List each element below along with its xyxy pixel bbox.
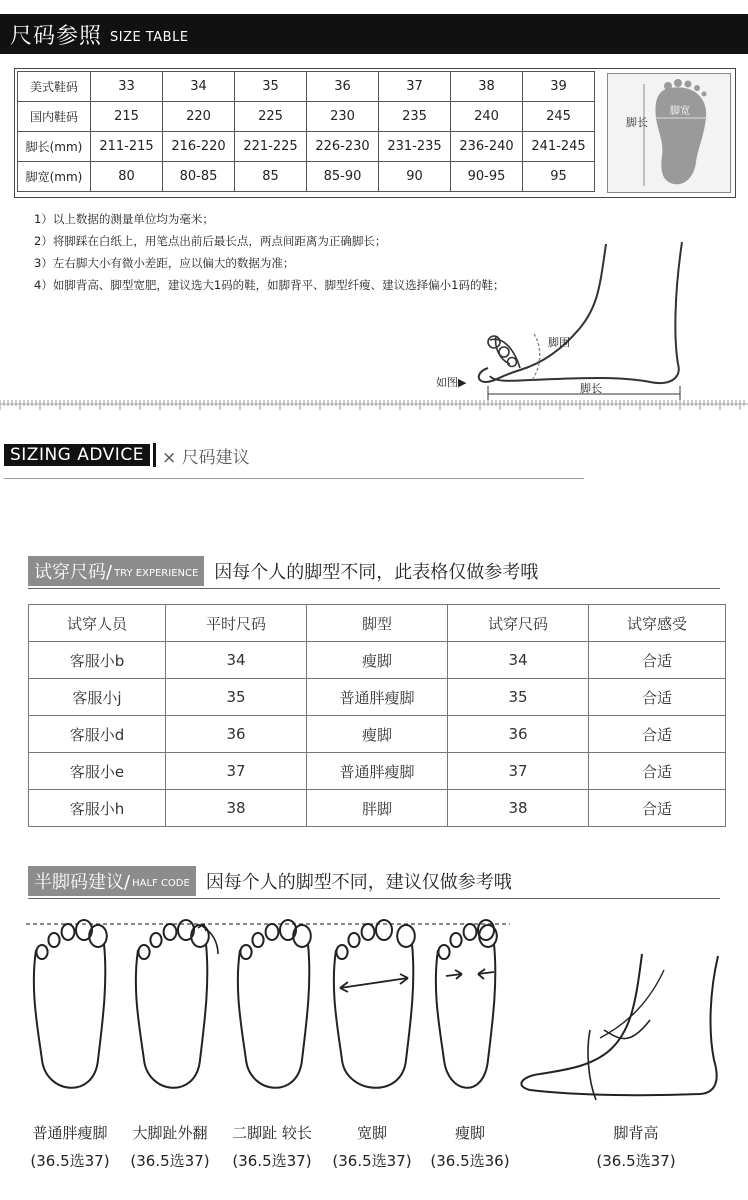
foot-sole-icon	[656, 87, 707, 184]
note-line: 2）将脚踩在白纸上，用笔点出前后最长点，两点间距离为正确脚长；	[34, 234, 387, 248]
sizing-advice-title-zh: × 尺码建议	[161, 447, 250, 468]
try-section-heading	[28, 556, 538, 586]
foot-length-label: 脚长	[626, 116, 648, 129]
size-row-label: 脚宽(mm)	[18, 162, 91, 192]
try-table-cell: 胖脚	[307, 790, 448, 827]
table-row	[29, 790, 726, 827]
size-cell: 95	[523, 162, 595, 192]
try-table-cell: 合适	[589, 716, 726, 753]
size-cell: 231-235	[379, 132, 451, 162]
size-cell: 85-90	[307, 162, 379, 192]
header-title-en: SIZE TABLE	[110, 29, 189, 45]
size-cell: 230	[307, 102, 379, 132]
size-cell: 215	[91, 102, 163, 132]
section-divider	[4, 478, 584, 479]
header-title-zh: 尺码参照	[10, 23, 103, 49]
size-cell: 38	[451, 72, 523, 102]
try-table-cell: 34	[448, 642, 589, 679]
size-table-panel	[14, 68, 736, 198]
size-table-row	[18, 132, 595, 162]
size-cell: 240	[451, 102, 523, 132]
foot-side-diagram	[430, 236, 710, 406]
half-tag-zh: 半脚码建议/	[34, 872, 131, 893]
half-section-heading	[28, 866, 512, 896]
try-tag-zh: 试穿尺码/	[34, 562, 113, 583]
size-cell: 80-85	[163, 162, 235, 192]
foot-width-label: 脚宽	[670, 106, 690, 117]
foot-type-label: 二脚趾 较长	[232, 1124, 312, 1142]
foot-type-label: 大脚趾外翻	[132, 1124, 208, 1142]
size-cell: 90-95	[451, 162, 523, 192]
size-table-row	[18, 102, 595, 132]
size-row-label: 国内鞋码	[18, 102, 91, 132]
section-underline	[28, 588, 720, 589]
foot-shapes-illustration	[0, 910, 748, 1110]
size-cell: 241-245	[523, 132, 595, 162]
table-row	[29, 753, 726, 790]
try-table	[28, 604, 726, 827]
size-cell: 33	[91, 72, 163, 102]
try-table-cell: 合适	[589, 753, 726, 790]
foot-outline-icon	[334, 920, 415, 1088]
size-cell: 85	[235, 162, 307, 192]
foot-type-label: 宽脚	[356, 1124, 387, 1142]
try-description: 因每个人的脚型不同，此表格仅做参考哦	[214, 562, 539, 583]
size-row-label: 美式鞋码	[18, 72, 91, 102]
half-tag-en: HALF CODE	[132, 877, 190, 889]
foot-outline-icon	[436, 920, 497, 1088]
foot-type-label: 瘦脚	[454, 1124, 485, 1142]
try-table-header: 平时尺码	[166, 605, 307, 642]
try-table-cell: 普通胖瘦脚	[307, 753, 448, 790]
foot-size-advice: (36.5选37)	[232, 1152, 312, 1170]
sizing-advice-title-en: SIZING ADVICE	[4, 444, 150, 466]
size-cell: 235	[379, 102, 451, 132]
size-cell: 226-230	[307, 132, 379, 162]
try-table-cell: 34	[166, 642, 307, 679]
try-table-cell: 35	[448, 679, 589, 716]
table-row	[29, 716, 726, 753]
size-table-header	[0, 14, 748, 54]
try-table-cell: 普通胖瘦脚	[307, 679, 448, 716]
foot-measure-illustration	[607, 73, 731, 193]
foot-size-advice: (36.5选37)	[130, 1152, 210, 1170]
foot-size-advice: (36.5选37)	[596, 1152, 676, 1170]
size-table-row	[18, 72, 595, 102]
try-table-cell: 38	[166, 790, 307, 827]
try-table-cell: 36	[448, 716, 589, 753]
heading-separator	[153, 443, 156, 467]
sizing-advice-heading	[4, 442, 250, 468]
try-table-cell: 合适	[589, 790, 726, 827]
try-table-cell: 37	[448, 753, 589, 790]
try-table-cell: 37	[166, 753, 307, 790]
try-table-header: 试穿感受	[589, 605, 726, 642]
foot-outline-icon	[238, 920, 311, 1088]
foot-outline-icon	[34, 920, 107, 1088]
try-tag-en: TRY EXPERIENCE	[114, 567, 199, 579]
try-tag	[28, 556, 204, 586]
foot-outline-icon	[136, 920, 209, 1088]
foot-size-advice: (36.5选36)	[430, 1152, 510, 1170]
ruler-divider	[0, 398, 748, 412]
size-cell: 216-220	[163, 132, 235, 162]
try-table-header: 试穿尺码	[448, 605, 589, 642]
note-line: 4）如脚背高、脚型宽肥，建议选大1码的鞋，如脚背平、脚型纤瘦、建议选择偏小1码的鞋；	[34, 278, 505, 292]
try-table-header: 试穿人员	[29, 605, 166, 642]
size-cell: 236-240	[451, 132, 523, 162]
size-cell: 221-225	[235, 132, 307, 162]
size-cell: 80	[91, 162, 163, 192]
try-table-cell: 客服小b	[29, 642, 166, 679]
size-cell: 34	[163, 72, 235, 102]
size-cell: 220	[163, 102, 235, 132]
try-table-header: 脚型	[307, 605, 448, 642]
size-cell: 225	[235, 102, 307, 132]
size-cell: 37	[379, 72, 451, 102]
table-row	[29, 679, 726, 716]
try-table-cell: 瘦脚	[307, 716, 448, 753]
table-row	[29, 642, 726, 679]
size-cell: 36	[307, 72, 379, 102]
try-table-cell: 合适	[589, 679, 726, 716]
try-table-cell: 38	[448, 790, 589, 827]
try-table-cell: 35	[166, 679, 307, 716]
girth-label: 脚围	[548, 336, 570, 349]
try-table-cell: 客服小d	[29, 716, 166, 753]
try-table-cell: 客服小j	[29, 679, 166, 716]
try-table-cell: 36	[166, 716, 307, 753]
foot-size-advice: (36.5选37)	[30, 1152, 110, 1170]
size-cell: 211-215	[91, 132, 163, 162]
size-cell: 35	[235, 72, 307, 102]
size-row-label: 脚长(mm)	[18, 132, 91, 162]
size-cell: 90	[379, 162, 451, 192]
section-underline	[28, 898, 720, 899]
foot-type-label: 脚背高	[613, 1124, 659, 1142]
high-instep-foot-icon	[521, 954, 718, 1100]
length-label: 脚长	[580, 382, 602, 395]
foot-type-label: 普通胖瘦脚	[32, 1124, 108, 1142]
try-table-cell: 客服小h	[29, 790, 166, 827]
note-line: 1）以上数据的测量单位均为毫米；	[34, 212, 214, 226]
note-line: 3）左右脚大小有微小差距，应以偏大的数据为准；	[34, 256, 295, 270]
size-cell: 245	[523, 102, 595, 132]
try-table-header-row	[29, 605, 726, 642]
half-tag	[28, 866, 196, 896]
foot-size-advice: (36.5选37)	[332, 1152, 412, 1170]
as-shown-label: 如图▶	[436, 376, 467, 389]
toe-curve-arrow-icon	[202, 926, 218, 954]
try-table-cell: 客服小e	[29, 753, 166, 790]
size-table	[17, 71, 595, 192]
half-description: 因每个人的脚型不同，建议仅做参考哦	[205, 872, 512, 893]
size-table-row	[18, 162, 595, 192]
try-table-cell: 合适	[589, 642, 726, 679]
wide-arrow-icon	[340, 978, 408, 988]
try-table-cell: 瘦脚	[307, 642, 448, 679]
size-cell: 39	[523, 72, 595, 102]
